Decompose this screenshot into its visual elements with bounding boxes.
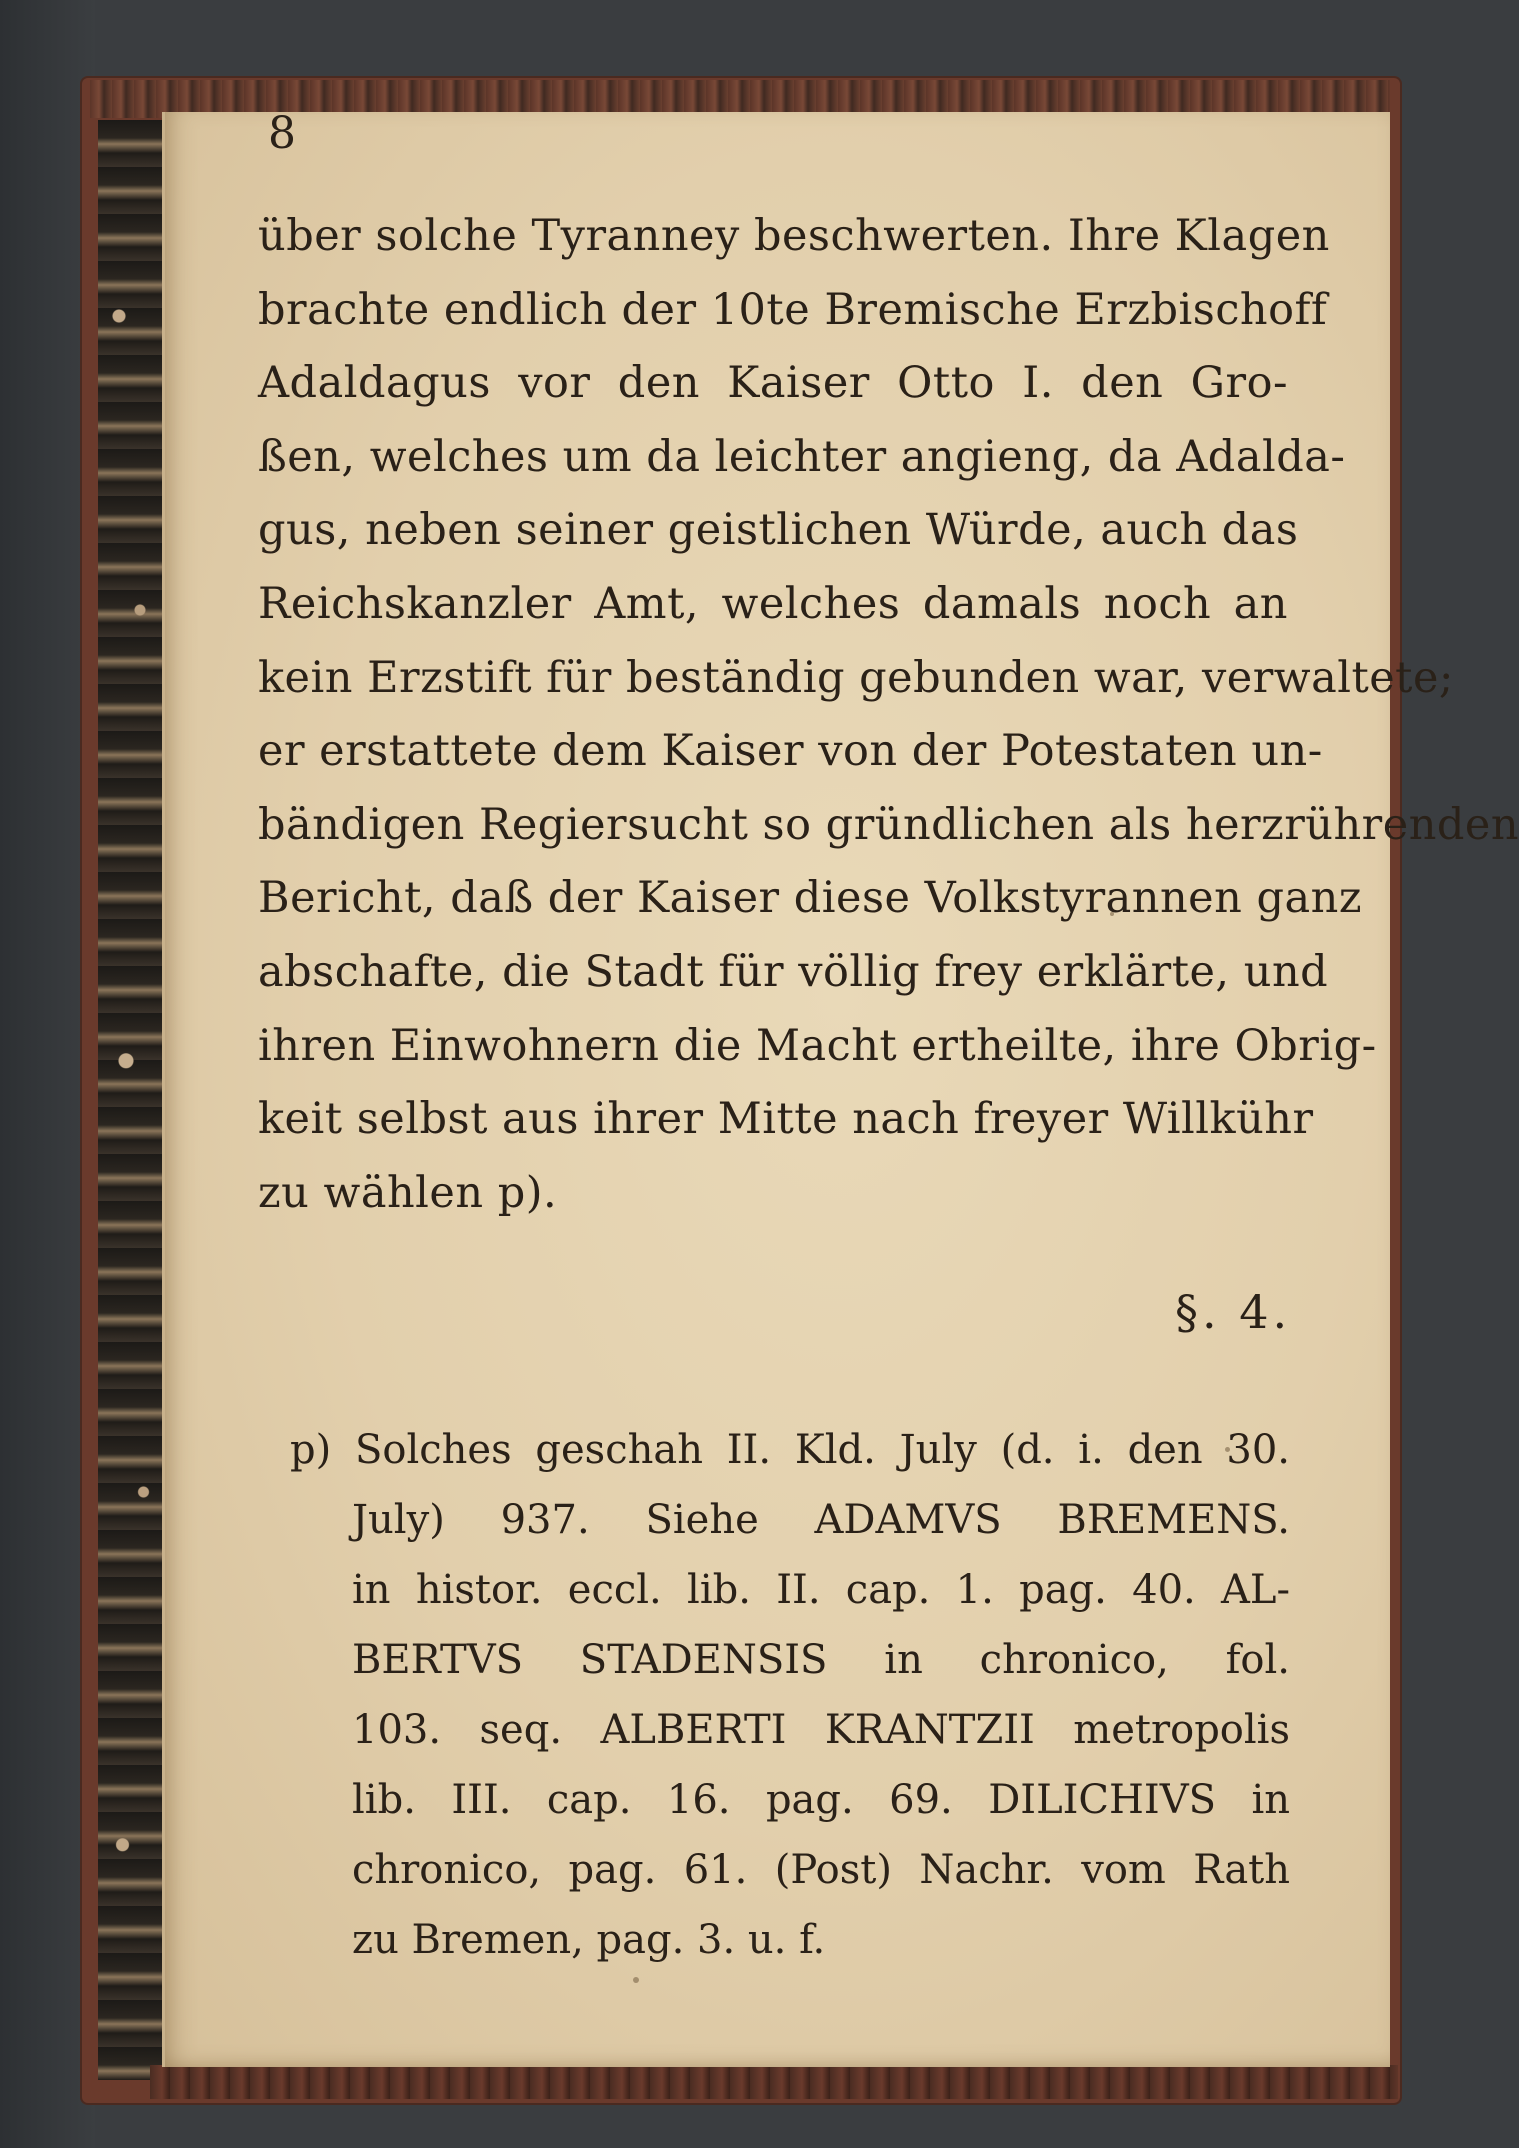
footnote-line: zu Bremen, pag. 3. u. f.	[352, 1917, 826, 1963]
footnote-line: 103. seq. ALBERTI KRANTZII metropolis	[352, 1707, 1290, 1753]
section-mark: §. 4.	[1175, 1285, 1292, 1339]
text-line: zu wählen p).	[258, 1167, 558, 1218]
text-line: Adaldagus vor den Kaiser Otto I. den Gro-	[258, 358, 1288, 409]
footnote-line: lib. III. cap. 16. pag. 69. DILICHIVS in	[352, 1777, 1290, 1823]
marbled-binding	[98, 120, 168, 2080]
paper-speck	[633, 1977, 639, 1983]
footnote-line: in histor. eccl. lib. II. cap. 1. pag. 40. AL-	[352, 1567, 1290, 1613]
page-number: 8	[268, 108, 296, 159]
footnote-line: BERTVS STADENSIS in chronico, fol.	[352, 1637, 1290, 1683]
text-line: ihren Einwohnern die Macht ertheilte, ihre Obrig-	[258, 1020, 1377, 1071]
text-line: keit selbst aus ihrer Mitte nach freyer Willkühr	[258, 1094, 1314, 1145]
text-line: ßen, welches um da leichter angieng, da Adalda-	[258, 431, 1346, 482]
text-line: Bericht, daß der Kaiser diese Volkstyrannen ganz	[258, 873, 1362, 924]
footnote-line: chronico, pag. 61. (Post) Nachr. vom Rath	[352, 1847, 1290, 1893]
backdrop	[0, 0, 95, 2148]
text-line: bändigen Regiersucht so gründlichen als herzrührenden	[258, 799, 1519, 850]
text-line: er erstattete dem Kaiser von der Potestaten un-	[258, 726, 1323, 777]
text-line: Reichskanzler Amt, welches damals noch an	[258, 578, 1288, 629]
footnote-line: July) 937. Siehe ADAMVS BREMENS.	[352, 1497, 1290, 1543]
text-line: kein Erzstift für beständig gebunden war, verwaltete;	[258, 652, 1454, 703]
text-line: gus, neben seiner geistlichen Würde, auch das	[258, 505, 1299, 556]
book-cover-bottom-edge	[150, 2065, 1398, 2099]
main-text	[258, 200, 1519, 1230]
text-line: brachte endlich der 10te Bremische Erzbischoff	[258, 284, 1328, 335]
footnote	[290, 1415, 1290, 1975]
text-line: abschafte, die Stadt für völlig frey erklärte, und	[258, 946, 1329, 997]
text-line: über solche Tyranney beschwerten. Ihre Klagen	[258, 211, 1330, 261]
footnote-line: p) Solches geschah II. Kld. July (d. i. den 30.	[290, 1427, 1290, 1473]
